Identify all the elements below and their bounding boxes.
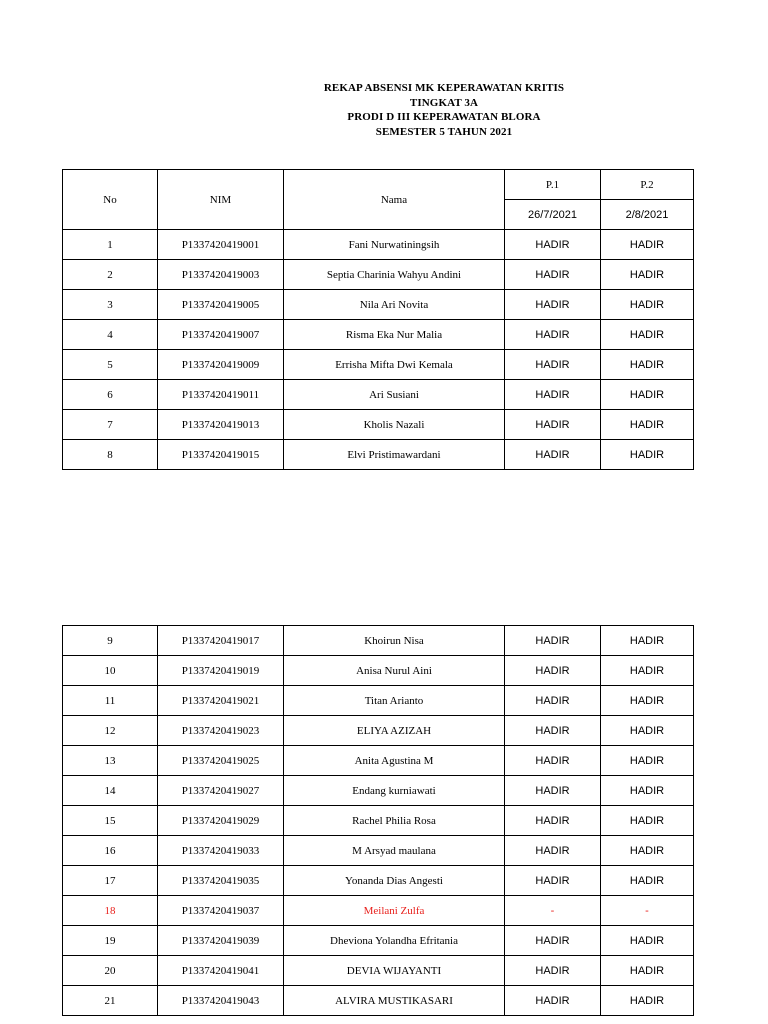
table-row	[63, 896, 694, 926]
table-row	[63, 956, 694, 986]
header-p1-date: 26/7/2021	[505, 200, 601, 230]
table-row	[63, 410, 694, 440]
title-line: TINGKAT 3A	[409, 96, 479, 109]
row-p1-status: HADIR	[505, 626, 601, 656]
row-nim: P1337420419005	[158, 290, 284, 320]
table-row	[63, 350, 694, 380]
row-nim: P1337420419013	[158, 410, 284, 440]
row-nim: P1337420419029	[158, 806, 284, 836]
row-nim: P1337420419035	[158, 866, 284, 896]
row-nim: P1337420419039	[158, 926, 284, 956]
row-number: 12	[63, 716, 158, 746]
row-p1-status: HADIR	[505, 806, 601, 836]
row-number: 8	[63, 440, 158, 470]
table-row	[63, 380, 694, 410]
table-row	[63, 806, 694, 836]
row-nim: P1337420419003	[158, 260, 284, 290]
row-p2-status: HADIR	[601, 260, 694, 290]
table-row	[63, 626, 694, 656]
row-number: 18	[63, 896, 158, 926]
row-number: 10	[63, 656, 158, 686]
row-nim: P1337420419011	[158, 380, 284, 410]
row-nama: Yonanda Dias Angesti	[284, 866, 505, 896]
header-p2: P.2	[601, 170, 694, 200]
row-p1-status: HADIR	[505, 260, 601, 290]
row-nama: Dheviona Yolandha Efritania	[284, 926, 505, 956]
row-number: 9	[63, 626, 158, 656]
row-p1-status: HADIR	[505, 746, 601, 776]
row-p1-status: HADIR	[505, 686, 601, 716]
row-p2-status: HADIR	[601, 440, 694, 470]
row-p1-status: HADIR	[505, 320, 601, 350]
row-p2-status: -	[601, 896, 694, 926]
title-line: REKAP ABSENSI MK KEPERAWATAN KRITIS	[323, 82, 565, 94]
row-nim: P1337420419007	[158, 320, 284, 350]
row-nama: Elvi Pristimawardani	[284, 440, 505, 470]
row-nama: ALVIRA MUSTIKASARI	[284, 986, 505, 1016]
table-body-part-1	[63, 230, 694, 470]
row-p2-status: HADIR	[601, 686, 694, 716]
row-nim: P1337420419025	[158, 746, 284, 776]
row-p2-status: HADIR	[601, 320, 694, 350]
row-p2-status: HADIR	[601, 290, 694, 320]
row-number: 5	[63, 350, 158, 380]
table-row	[63, 866, 694, 896]
row-nim: P1337420419023	[158, 716, 284, 746]
row-nama: Ari Susiani	[284, 380, 505, 410]
row-nama: Khoirun Nisa	[284, 626, 505, 656]
title-line: PRODI D III KEPERAWATAN BLORA	[347, 111, 541, 124]
row-nama: Nila Ari Novita	[284, 290, 505, 320]
row-p1-status: HADIR	[505, 290, 601, 320]
row-p2-status: HADIR	[601, 956, 694, 986]
row-number: 14	[63, 776, 158, 806]
table-body-part-2	[63, 626, 694, 1016]
table-row	[63, 986, 694, 1016]
table-row	[63, 656, 694, 686]
row-p2-status: HADIR	[601, 806, 694, 836]
row-nim: P1337420419037	[158, 896, 284, 926]
row-p1-status: HADIR	[505, 866, 601, 896]
row-nama: Meilani Zulfa	[284, 896, 505, 926]
table-row	[63, 686, 694, 716]
row-p1-status: HADIR	[505, 926, 601, 956]
row-p1-status: HADIR	[505, 986, 601, 1016]
row-p1-status: HADIR	[505, 836, 601, 866]
row-nama: M Arsyad maulana	[284, 836, 505, 866]
row-number: 2	[63, 260, 158, 290]
row-p1-status: HADIR	[505, 350, 601, 380]
row-p2-status: HADIR	[601, 380, 694, 410]
row-number: 13	[63, 746, 158, 776]
row-p1-status: HADIR	[505, 776, 601, 806]
row-nama: Rachel Philia Rosa	[284, 806, 505, 836]
table-row	[63, 926, 694, 956]
row-p1-status: HADIR	[505, 956, 601, 986]
row-p2-status: HADIR	[601, 746, 694, 776]
row-number: 6	[63, 380, 158, 410]
table-row	[63, 746, 694, 776]
row-nim: P1337420419019	[158, 656, 284, 686]
row-p1-status: -	[505, 896, 601, 926]
attendance-table-part-2	[62, 625, 694, 1016]
row-p2-status: HADIR	[601, 986, 694, 1016]
row-nama: Anisa Nurul Aini	[284, 656, 505, 686]
row-nim: P1337420419015	[158, 440, 284, 470]
row-nama: Anita Agustina M	[284, 746, 505, 776]
row-number: 17	[63, 866, 158, 896]
header-no: No	[63, 170, 158, 230]
row-number: 16	[63, 836, 158, 866]
document-title	[0, 81, 768, 140]
row-p1-status: HADIR	[505, 410, 601, 440]
row-nim: P1337420419033	[158, 836, 284, 866]
row-nama: Errisha Mifta Dwi Kemala	[284, 350, 505, 380]
header-p2-date: 2/8/2021	[601, 200, 694, 230]
row-nama: DEVIA WIJAYANTI	[284, 956, 505, 986]
row-nama: Risma Eka Nur Malia	[284, 320, 505, 350]
row-number: 4	[63, 320, 158, 350]
table-row	[63, 776, 694, 806]
row-p1-status: HADIR	[505, 656, 601, 686]
row-number: 3	[63, 290, 158, 320]
row-number: 20	[63, 956, 158, 986]
header-p1: P.1	[505, 170, 601, 200]
row-p2-status: HADIR	[601, 626, 694, 656]
row-number: 19	[63, 926, 158, 956]
row-nim: P1337420419001	[158, 230, 284, 260]
row-number: 11	[63, 686, 158, 716]
row-p2-status: HADIR	[601, 230, 694, 260]
row-nama: Fani Nurwatiningsih	[284, 230, 505, 260]
row-number: 1	[63, 230, 158, 260]
row-nim: P1337420419017	[158, 626, 284, 656]
row-p2-status: HADIR	[601, 410, 694, 440]
header-nama: Nama	[284, 170, 505, 230]
header-nim: NIM	[158, 170, 284, 230]
attendance-table-part-1	[62, 169, 694, 470]
table-row	[63, 836, 694, 866]
row-nim: P1337420419043	[158, 986, 284, 1016]
table-row	[63, 320, 694, 350]
row-p2-status: HADIR	[601, 716, 694, 746]
row-p2-status: HADIR	[601, 836, 694, 866]
row-nama: Titan Arianto	[284, 686, 505, 716]
row-p1-status: HADIR	[505, 716, 601, 746]
table-row	[63, 230, 694, 260]
row-p2-status: HADIR	[601, 776, 694, 806]
row-p2-status: HADIR	[601, 866, 694, 896]
row-p2-status: HADIR	[601, 350, 694, 380]
table-row	[63, 716, 694, 746]
title-line: SEMESTER 5 TAHUN 2021	[375, 126, 513, 139]
row-nama: ELIYA AZIZAH	[284, 716, 505, 746]
row-nama: Kholis Nazali	[284, 410, 505, 440]
row-p1-status: HADIR	[505, 380, 601, 410]
row-nim: P1337420419009	[158, 350, 284, 380]
row-p2-status: HADIR	[601, 926, 694, 956]
row-number: 7	[63, 410, 158, 440]
row-p2-status: HADIR	[601, 656, 694, 686]
row-nim: P1337420419027	[158, 776, 284, 806]
table-row	[63, 260, 694, 290]
row-nama: Septia Charinia Wahyu Andini	[284, 260, 505, 290]
row-p1-status: HADIR	[505, 230, 601, 260]
row-nama: Endang kurniawati	[284, 776, 505, 806]
row-number: 15	[63, 806, 158, 836]
row-p1-status: HADIR	[505, 440, 601, 470]
table-row	[63, 290, 694, 320]
row-number: 21	[63, 986, 158, 1016]
row-nim: P1337420419021	[158, 686, 284, 716]
row-nim: P1337420419041	[158, 956, 284, 986]
table-row	[63, 440, 694, 470]
